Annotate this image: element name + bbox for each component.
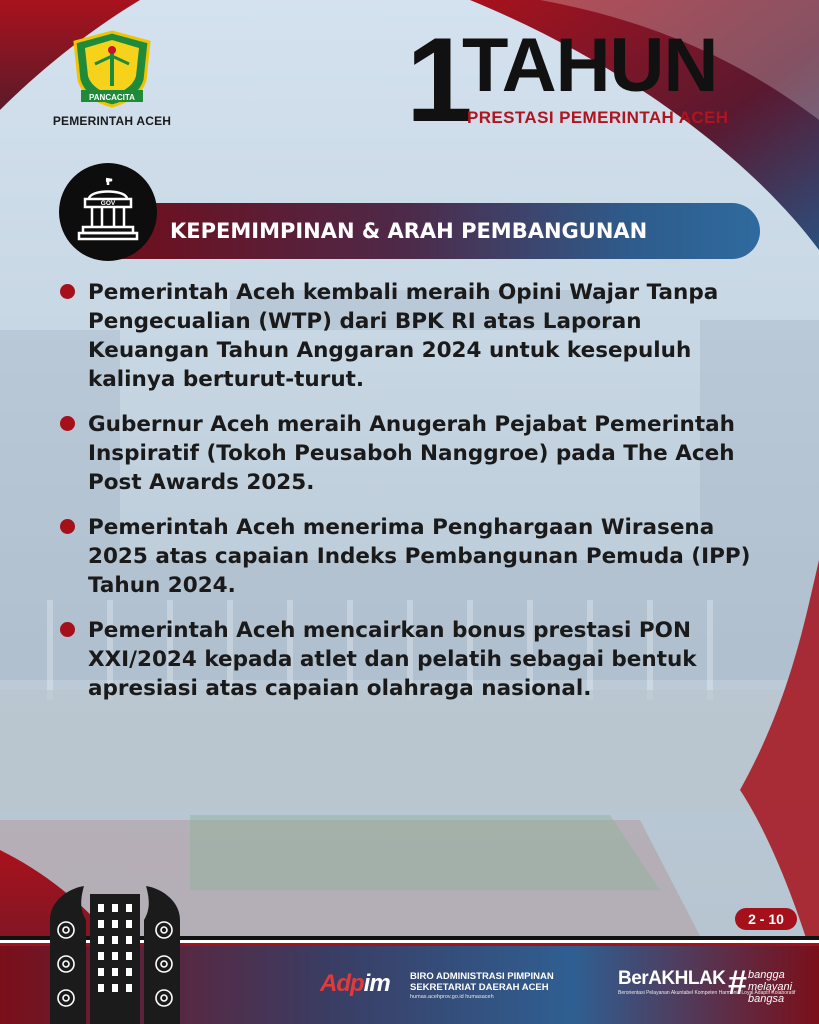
bullet-icon (60, 519, 75, 534)
list-item (58, 513, 758, 600)
list-item-text: Pemerintah Aceh menerima Penghargaan Wirasena 2025 atas capaian Indeks Pembangunan Pemuda (IPP) Tahun 2024. (88, 515, 751, 598)
list-item-text: Pemerintah Aceh kembali meraih Opini Wajar Tanpa Pengecualian (WTP) dari BPK RI atas Laporan Keuangan Tahun Anggaran 2024 untuk kesepuluh kalinya berturut-turut. (88, 280, 719, 392)
biro-adpim-logo (320, 968, 560, 1004)
title-number: 1 (406, 13, 469, 147)
pancacita-emblem-icon (69, 30, 155, 108)
title-subtitle: PRESTASI PEMERINTAH ACEH (467, 108, 729, 127)
section-icon-badge (59, 163, 157, 261)
government-building-icon (59, 163, 157, 261)
bullet-icon (60, 284, 75, 299)
biro-line-2: SEKRETARIAT DAERAH ACEH (410, 982, 549, 993)
list-item-text: Pemerintah Aceh mencairkan bonus prestasi PON XXI/2024 kepada atlet dan pelatih sebagai bentuk apresiasi atas capaian olahraga nasional. (88, 618, 697, 701)
achievement-list (58, 278, 758, 719)
bangga-slogan: bangga melayani bangsa (748, 969, 793, 1005)
gov-icon-text: GOV (100, 200, 116, 207)
title-word: TAHUN (462, 23, 718, 108)
logo-caption: PEMERINTAH ACEH (52, 114, 172, 128)
biro-name (410, 971, 554, 993)
berakhlak-tagline: Berorientasi Pelayanan Akuntabel Kompeten Harmonis Loyal Adaptif Kolaboratif (618, 990, 796, 996)
list-item (58, 616, 758, 703)
bullet-icon (60, 622, 75, 637)
pemerintah-aceh-logo (52, 30, 172, 128)
adpim-wordmark: Adpim (320, 970, 390, 997)
section-title: KEPEMIMPINAN & ARAH PEMBANGUNAN (170, 219, 648, 243)
page-indicator: 2 - 10 (735, 908, 797, 930)
biro-contact: humas.acehprov.go.id humasaceh (410, 994, 494, 1000)
list-item-text: Gubernur Aceh meraih Anugerah Pejabat Pemerintah Inspiratif (Tokoh Peusaboh Nanggroe) pada The Aceh Post Awards 2025. (88, 412, 735, 495)
logo-label: PANCACITA (89, 93, 135, 102)
list-item (58, 278, 758, 394)
hashtag-icon: # (728, 964, 747, 1002)
list-item (58, 410, 758, 497)
biro-line-1: BIRO ADMINISTRASI PIMPINAN (410, 971, 554, 982)
berakhlak-wordmark: BerAKHLAK (618, 968, 726, 989)
aceh-ornament-icon (40, 880, 190, 1024)
section-banner (122, 203, 760, 259)
bangga-melayani-bangsa-logo (728, 966, 798, 1006)
bullet-icon (60, 416, 75, 431)
